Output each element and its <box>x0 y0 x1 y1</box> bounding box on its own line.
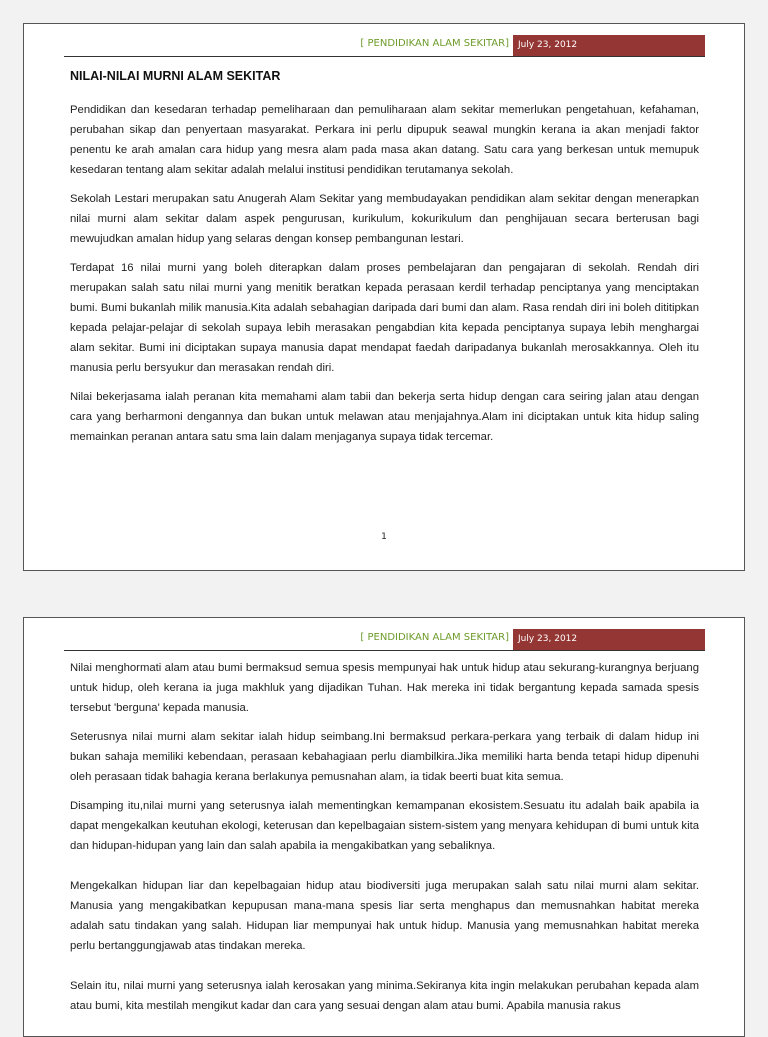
header-title: [ PENDIDIKAN ALAM SEKITAR] <box>360 38 509 49</box>
paragraph: Terdapat 16 nilai murni yang boleh diterapkan dalam proses pembelajaran dan pengajaran di sekolah. Rendah diri merupakan salah satu nilai murni yang menitik beratkan kepada perasaan kerdil terhadap penciptanya yang menciptakan bumi. Bumi bukanlah milik manusia.Kita adalah sebahagian daripada dari bumi dan alam. Rasa rendah diri ini boleh dititipkan kepada pelajar-pelajar di sekolah supaya lebih merasakan pengabdian kita kepada penciptanya supaya lebih menghargai alam sekitar. Bumi ini diciptakan supaya manusia dapat mendapat faedah daripadanya bukanlah merosakkannya. Oleh itu manusia perlu bersyukur dan merasakan rendah diri. <box>70 262 699 374</box>
paragraph: Seterusnya nilai murni alam sekitar ialah hidup seimbang.Ini bermaksud perkara-perkara yang terbaik di dalam hidup ini bukan sahaja memiliki kebendaan, perasaan kebahagiaan perlu diambilkira.Jika memiliki harta benda tetapi hidup dipenuhi oleh perasaan tidak bahagia kerana berlakunya pemusnahan alam, ia tidak beerti buat kita semua. <box>70 731 699 783</box>
page-content <box>70 64 699 456</box>
page-header <box>64 35 705 57</box>
document-page-2 <box>23 617 745 1037</box>
page-content <box>70 658 699 1025</box>
paragraph: Disamping itu,nilai murni yang seterusnya ialah mementingkan kemampanan ekosistem.Sesuatu itu adalah baik apabila ia dapat mengekalkan keutuhan ekologi, keterusan dan kepelbagaian sistem-sistem yang menyara kehidupan di bumi untuk kita dan hidupan-hidupan yang lain dan salah apabila ia mengakibatkan yang sebaliknya. <box>70 800 699 852</box>
paragraph: Pendidikan dan kesedaran terhadap pemeliharaan dan pemuliharaan alam sekitar memerlukan pengetahuan, kefahaman, perubahan sikap dan penyertaan masyarakat. Perkara ini perlu dipupuk seawal mungkin kerana ia akan menjadi faktor penentu ke arah amalan cara hidup yang mesra alam pada masa akan datang. Satu cara yang berkesan untuk memupuk kesedaran tentang alam sekitar adalah melalui institusi pendidikan terutamanya sekolah. <box>70 104 699 176</box>
paragraph: Mengekalkan hidupan liar dan kepelbagaian hidup atau biodiversiti juga merupakan salah satu nilai murni alam sekitar. Manusia yang mengakibatkan kepupusan mana-mana spesis liar serta menghapus dan memusnahkan habitat mereka adalah satu tindakan yang salah. Hidupan liar mempunyai hak untuk hidup. Manusia yang memusnahkan habitat mereka perlu bertanggungjawab atas tindakan mereka. <box>70 880 699 952</box>
document-title: NILAI-NILAI MURNI ALAM SEKITAR <box>70 69 281 83</box>
header-date: July 23, 2012 <box>513 629 705 650</box>
paragraph: Selain itu, nilai murni yang seterusnya ialah kerosakan yang minima.Sekiranya kita ingin melakukan perubahan kepada alam atau bumi, kita mestilah mengikut kadar dan cara yang sesuai dengan alam atau bumi. Apabila manusia rakus <box>70 980 699 1012</box>
paragraph: Sekolah Lestari merupakan satu Anugerah Alam Sekitar yang membudayakan pendidikan alam sekitar dengan menerapkan nilai murni alam sekitar dalam aspek pengurusan, kurikulum, kokurikulum dan penghijauan secara berterusan bagi mewujudkan amalan hidup yang selaras dengan konsep pembangunan lestari. <box>70 193 699 245</box>
document-page-1 <box>23 23 745 571</box>
paragraph: Nilai bekerjasama ialah peranan kita memahami alam tabii dan bekerja serta hidup dengan cara seiring jalan atau dengan cara yang berharmoni dengannya dan bukan untuk melawan atau menjajahnya.Alam ini diciptakan untuk kita hidup saling memainkan peranan antara satu sma lain dalam menjaganya supaya tidak tercemar. <box>70 391 699 443</box>
page-header <box>64 629 705 651</box>
paragraph: Nilai menghormati alam atau bumi bermaksud semua spesis mempunyai hak untuk hidup atau sekurang-kurangnya berjuang untuk hidup, oleh kerana ia juga makhluk yang dijadikan Tuhan. Hak mereka ini tidak bergantung kepada samada spesis tersebut 'berguna' kepada manusia. <box>70 662 699 714</box>
header-title: [ PENDIDIKAN ALAM SEKITAR] <box>360 632 509 643</box>
header-date: July 23, 2012 <box>513 35 705 56</box>
page-number: 1 <box>381 532 387 542</box>
